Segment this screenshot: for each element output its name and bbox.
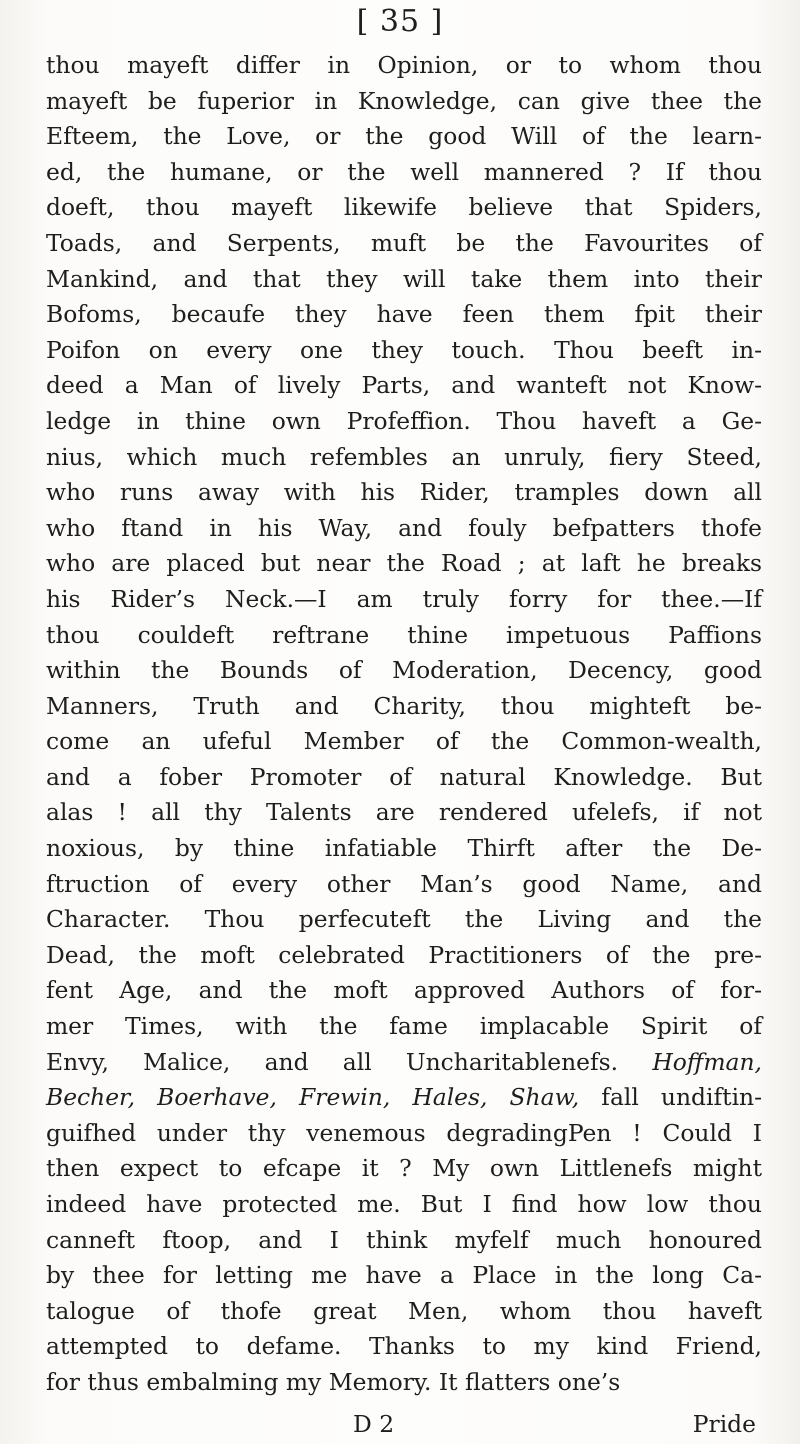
text-line: fent Age, and the moft approved Authors of for-: [46, 976, 762, 1005]
text-line: ledge in thine own Profeffion. Thou haveft a Ge-: [46, 406, 762, 435]
text-line: come an ufeful Member of the Common-wealth,: [46, 727, 762, 756]
page-number: [ 35 ]: [356, 4, 444, 39]
text-line: his Rider’s Neck.—I am truly forry for thee.—If: [46, 584, 762, 613]
text-line: attempted to defame. Thanks to my kind Friend,: [46, 1332, 762, 1361]
text-line: Bofoms, becaufe they have feen them fpit their: [46, 300, 762, 329]
text-line: mayeft be fuperior in Knowledge, can give thee the: [46, 86, 762, 115]
text-line: talogue of thofe great Men, whom thou haveft: [46, 1296, 762, 1325]
text-line: for thus embalming my Memory. It flatters one’s: [46, 1367, 621, 1396]
text-line: mer Times, with the fame implacable Spirit of: [46, 1012, 762, 1041]
text-line: Mankind, and that they will take them into their: [46, 264, 762, 293]
body-text: [46, 48, 762, 1401]
text-line: and a fober Promoter of natural Knowledge. But: [46, 762, 762, 791]
text-line: Efteem, the Love, or the good Will of the learn-: [46, 122, 762, 151]
text-line: noxious, by thine infatiable Thirft after the De-: [46, 834, 762, 863]
text-line: who are placed but near the Road ; at laft he breaks: [46, 549, 762, 578]
text-line: Envy, Malice, and all Uncharitablenefs. Hoffman,: [46, 1047, 762, 1076]
text-line: by thee for letting me have a Place in the long Ca-: [46, 1261, 762, 1290]
text-line: who runs away with his Rider, tramples down all: [46, 478, 762, 507]
text-line: nius, which much refembles an unruly, fiery Steed,: [46, 442, 762, 471]
text-line: ed, the humane, or the well mannered ? If thou: [46, 157, 762, 186]
text-line: Toads, and Serpents, muft be the Favourites of: [46, 228, 762, 257]
text-line: deed a Man of lively Parts, and wanteft not Know-: [46, 371, 762, 400]
text-line: Dead, the moft celebrated Practitioners of the pre-: [46, 940, 762, 969]
text-line: who ftand in his Way, and fouly befpatters thofe: [46, 513, 762, 542]
text-line: thou couldeft reftrane thine impetuous Paffions: [46, 620, 762, 649]
text-line: alas ! all thy Talents are rendered ufelefs, if not: [46, 798, 762, 827]
text-line: indeed have protected me. But I find how low thou: [46, 1190, 762, 1218]
text-line: within the Bounds of Moderation, Decency, good: [46, 656, 762, 685]
text-line: then expect to efcape it ? My own Littlenefs might: [46, 1154, 762, 1183]
text-line: canneft ftoop, and I think myfelf much honoured: [46, 1225, 762, 1254]
text-line: thou mayeft differ in Opinion, or to whom thou: [46, 51, 762, 79]
text-line: Poifon on every one they touch. Thou beeft in-: [46, 335, 762, 364]
text-line: Manners, Truth and Charity, thou mighteft be-: [46, 691, 762, 720]
catchword: Pride: [692, 1410, 756, 1438]
text-line: Character. Thou perfecuteft the Living and the: [46, 905, 762, 934]
text-line: guifhed under thy venemous degradingPen ! Could I: [46, 1118, 762, 1147]
text-line: Becher, Boerhave, Frewin, Hales, Shaw, fall undiftin-: [46, 1083, 763, 1112]
text-line: ftruction of every other Man’s good Name, and: [46, 869, 762, 898]
signature-mark: D 2: [353, 1410, 395, 1438]
text-line: doeft, thou mayeft likewife believe that Spiders,: [46, 193, 762, 222]
